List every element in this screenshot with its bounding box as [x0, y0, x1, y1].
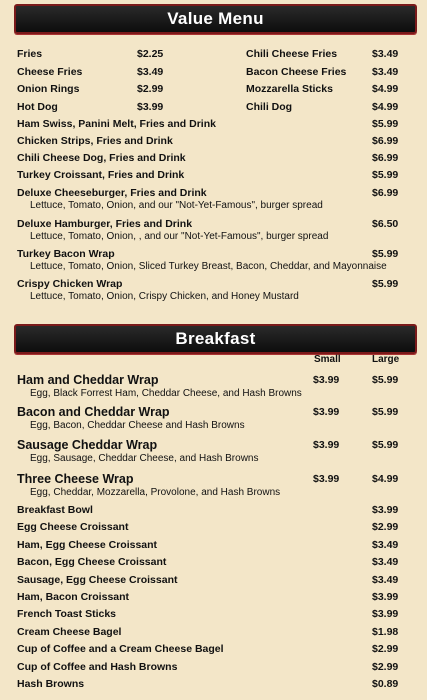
combo-item-name: Deluxe Hamburger, Fries and Drink — [17, 218, 193, 230]
wrap-price-large: $4.99 — [372, 473, 399, 485]
wrap-item-description: Egg, Bacon, Cheddar Cheese and Hash Browns — [30, 420, 245, 431]
breakfast-item-price: $3.99 — [372, 504, 399, 516]
combo-item-price: $6.99 — [372, 135, 399, 147]
menu-item-name: Hot Dog — [17, 100, 58, 113]
breakfast-item-price: $3.99 — [372, 591, 399, 603]
wrap-price-large: $5.99 — [372, 374, 399, 386]
wrap-price-small: $3.99 — [313, 439, 340, 451]
wrap-item-name: Sausage Cheddar Wrap — [17, 438, 158, 452]
breakfast-item-price: $2.99 — [372, 660, 399, 673]
breakfast-item-price: $3.49 — [372, 573, 399, 586]
menu-item-price: $3.49 — [372, 65, 399, 78]
wrap-item-name: Bacon and Cheddar Wrap — [17, 405, 170, 419]
combo-item-price: $6.50 — [372, 218, 399, 230]
wrap-item-name: Ham and Cheddar Wrap — [17, 373, 159, 387]
wrap-price-large: $5.99 — [372, 406, 399, 418]
combo-item-name: Chicken Strips, Fries and Drink — [17, 135, 173, 147]
combo-item-price: $6.99 — [372, 152, 399, 164]
combo-item-name: Deluxe Cheeseburger, Fries and Drink — [17, 187, 207, 199]
menu-item-price: $3.49 — [137, 65, 164, 78]
combo-item-description: Lettuce, Tomato, Onion, , and our "Not-Yet-Famous", burger spread — [30, 231, 329, 242]
wrap-item-description: Egg, Sausage, Cheddar Cheese, and Hash Browns — [30, 453, 259, 464]
menu-item-name: Fries — [17, 48, 43, 60]
large-column-header: Large — [372, 354, 400, 365]
combo-item-name: Ham Swiss, Panini Melt, Fries and Drink — [17, 118, 216, 130]
menu-item-name: Chili Cheese Fries — [246, 48, 338, 60]
menu-item-name: Mozzarella Sticks — [246, 83, 333, 95]
wrap-price-large: $5.99 — [372, 439, 399, 451]
combo-item-price: $6.99 — [372, 187, 399, 199]
menu-item-price: $3.99 — [137, 100, 164, 113]
combo-item-description: Lettuce, Tomato, Onion, and our "Not-Yet-Famous", burger spread — [30, 200, 323, 211]
breakfast-item-name: Ham, Bacon Croissant — [17, 591, 130, 603]
breakfast-item-name: Bacon, Egg Cheese Croissant — [17, 556, 167, 569]
breakfast-item-price: $0.89 — [372, 678, 399, 690]
combo-item-name: Turkey Bacon Wrap — [17, 248, 115, 260]
breakfast-item-price: $3.49 — [372, 538, 399, 551]
breakfast-item-name: Cream Cheese Bagel — [17, 625, 122, 638]
menu-item-name: Onion Rings — [17, 83, 80, 95]
menu-item-name: Chili Dog — [246, 100, 293, 113]
menu-item-price: $2.25 — [137, 48, 164, 60]
combo-item-name: Chili Cheese Dog, Fries and Drink — [17, 152, 186, 164]
breakfast-item-name: Egg Cheese Croissant — [17, 521, 129, 534]
breakfast-item-name: Sausage, Egg Cheese Croissant — [17, 573, 178, 586]
menu-item-price: $3.49 — [372, 48, 399, 60]
combo-item-price: $5.99 — [372, 248, 399, 260]
breakfast-item-name: Hash Browns — [17, 678, 85, 690]
menu-item-name: Bacon Cheese Fries — [246, 65, 347, 78]
combo-item-description: Lettuce, Tomato, Onion, Sliced Turkey Breast, Bacon, Cheddar, and Mayonnaise — [30, 261, 387, 272]
wrap-item-description: Egg, Cheddar, Mozzarella, Provolone, and Hash Browns — [30, 487, 281, 498]
combo-item-price: $5.99 — [372, 278, 399, 290]
wrap-item-name: Three Cheese Wrap — [17, 472, 134, 486]
menu-item-price: $4.99 — [372, 83, 399, 95]
small-column-header: Small — [314, 354, 341, 365]
menu-item-price: $2.99 — [137, 83, 164, 95]
breakfast-item-name: Cup of Coffee and Hash Browns — [17, 660, 178, 673]
combo-item-name: Turkey Croissant, Fries and Drink — [17, 169, 185, 181]
breakfast-item-price: $1.98 — [372, 625, 399, 638]
wrap-item-description: Egg, Black Forrest Ham, Cheddar Cheese, and Hash Browns — [30, 388, 302, 399]
wrap-price-small: $3.99 — [313, 406, 340, 418]
breakfast-item-price: $3.99 — [372, 608, 399, 621]
combo-item-price: $5.99 — [372, 118, 399, 130]
breakfast-item-price: $2.99 — [372, 643, 399, 656]
breakfast-item-name: Cup of Coffee and a Cream Cheese Bagel — [17, 643, 224, 656]
combo-item-name: Crispy Chicken Wrap — [17, 278, 123, 290]
menu-item-name: Cheese Fries — [17, 65, 83, 78]
breakfast-item-price: $3.49 — [372, 556, 399, 569]
breakfast-item-name: Ham, Egg Cheese Croissant — [17, 538, 158, 551]
value-menu-banner: Value Menu — [14, 4, 417, 34]
breakfast-item-name: French Toast Sticks — [17, 608, 117, 621]
wrap-price-small: $3.99 — [313, 374, 340, 386]
breakfast-item-price: $2.99 — [372, 521, 399, 534]
breakfast-item-name: Breakfast Bowl — [17, 504, 93, 516]
combo-item-price: $5.99 — [372, 169, 399, 181]
combo-item-description: Lettuce, Tomato, Onion, Crispy Chicken, and Honey Mustard — [30, 291, 299, 302]
menu-item-price: $4.99 — [372, 100, 399, 113]
wrap-price-small: $3.99 — [313, 473, 340, 485]
breakfast-banner: Breakfast — [14, 324, 417, 354]
